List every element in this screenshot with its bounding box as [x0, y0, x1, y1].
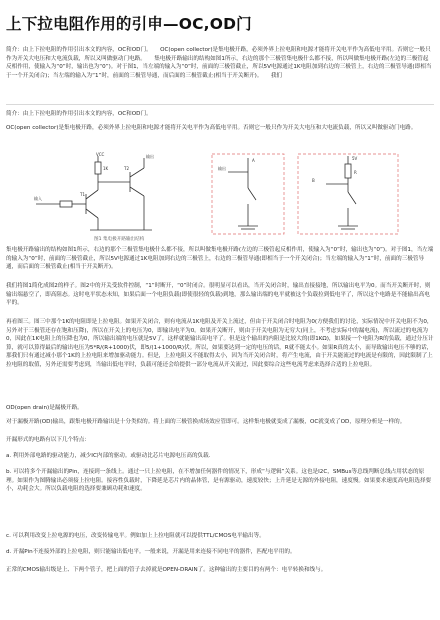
page-title: 上下拉电阻作用的引申—OC,OD门	[6, 15, 252, 33]
body-paragraph-1: 集电极开路输出的结构如图1所示，右边的那个三极管集电极什么都不接，所以叫做集电极开路(左边的三极管起反相作用，使输入为“0”时，输出也为“0”)。对于图1，当左端的输入为“0”时，前面的三极管截止，所以5V电源通过1K电阻加到右边的三极管上，右边的三极管导通(即相当于一个开关闭合)；当左端的输入为“1”时，前面的三极管导通，而后面的三极管截止(相当于开关断开)。	[6, 247, 434, 271]
label-t1: T1	[80, 192, 85, 197]
label-b: B	[312, 178, 315, 183]
panel-pullup	[298, 154, 398, 234]
closing-paragraph: 正常的CMOS输出级是上、下两个管子，把上面的管子去掉就是OPEN-DRAIN了。这种输出的主要目的有两个：电平转换和线与。	[6, 567, 327, 573]
panel-switch	[212, 154, 284, 234]
feature-a: a. 利用外部电路的驱动能力，减少IC内部的驱动。或驱动比芯片电源电压高的负载.	[6, 453, 211, 459]
label-output: 输出	[146, 154, 154, 159]
features-heading: 开漏形式的电路有以下几个特点：	[6, 437, 90, 443]
label-r: R	[354, 170, 357, 175]
panel-oc-circuit	[36, 156, 152, 230]
feature-d: d. 开漏Pin不连接外部的上拉电阻，则只能输出低电平。一般来说，开漏是用来连接不同电平的器件，匹配电平用的。	[6, 549, 296, 555]
feature-b: b. 可以将多个开漏输出的Pin，连接到一条线上。通过一只上拉电阻，在不增加任何器件的情况下，形成“与逻辑”关系。这也是I2C，SMBus等总线判断总线占用状态的原理。如果作为图腾输出必须接上拉电阻。接容性负载时，下降延是芯片内的晶体管，是有源驱动，速度较快；上升延是无源的外接电阻，速度慢。如果要求速度高电阻选择要小，功耗会大。所以负载电阻的选择要兼顾功耗和速度。	[6, 469, 432, 493]
body-paragraph-2: 我们将图1简化成图2的样子。图2中的开关受软件控制，“1”时断开，“0”时闭合。很明显可以看出，当开关闭合时，输出直接接地，所以输出电平为0。而当开关断开时，则输出端悬空了，即高阻态。这时电平状态未知，如果后面一个电阻负载(即使很轻的负载)到地，那么输出端的电平就被这个负载拉到低电平了，所以这个电路是不能输出高电平的。	[6, 283, 431, 307]
circuit-diagram	[30, 152, 410, 236]
od-intro: OD(open drain)是漏极开路。	[6, 405, 83, 411]
label-1k: 1K	[103, 166, 109, 171]
label-input: 输入	[34, 196, 42, 201]
divider	[6, 104, 434, 105]
label-t2: T2	[124, 166, 129, 171]
label-vcc: VCC	[96, 152, 105, 157]
body-paragraph-3: 再看图三。图三中那个1K的电阻即是上拉电阻。如果开关闭合，则有电流从1K电阻及开关上流过，但由于开关闭合时电阻为0(方便我们的讨论，实际情况中开关电阻不为0，另外对于三极管还存在饱和压降)，所以在开关上的电压为0，即输出电平为0。如果开关断开，则由于开关电阻为无穷大(同上，不考虑实际中的漏电流)，所以流过的电流为0，因此在1K电阻上的压降也为0，所以输出端的电压就是5V了，这样就能输出高电平了。但是这个输出的内阻是比较大的(即1KΩ)，如果接一个电阻为R的负载，通过分压计算，就可以算得最后的输出电压为5*R/(R+1000)伏，即5/(1+1000/R)伏。所以，如果要达到一定的电压的话，R就不能太小。如果R真的太小，而导致输出电压不够的话，那我们只有通过减小那个1K的上拉电阻来增加驱动能力。但是，上拉电阻又不能取得太小，因为当开关闭合时，将产生电流，由于开关能流过的电流是有限的，因此限制了上拉电阻的取值，另外还需要考虑到，当输出低电平时，负载可能还会给提供一部分电流从开关流过，因此要综合这些电流考虑来选择合适的上拉电阻。	[6, 319, 434, 368]
figure-caption: 图1 集电极开路输出结构	[94, 237, 145, 242]
intro-paragraph: 简介：由上下拉电阻的作用引出本文的内容，OC和OD门。 OC(open collector)是集电极开路，必须外界上拉电阻和电源才能将开关电平作为高低电平用。否则它一般只作为开关大电压和大电流负载，所以又叫做驱动门电路。 集电极开路输出的结构如图1所示，右边的那个三极管集电极什么都不接，所以叫做集电极开路(左边的三极管起反相作用，使输入为“0”时，输出也为“0”)。对于图1，当左端的输入为“0”时，前面的三极管截止，所以5V电源通过1K电阻加到右边的三极管上，右边的三极管导通(即相当于一个开关闭合)；当左端的输入为“1”时，前面的三极管导通，而后面的三极管截止(相当于开关断开)。 我们	[6, 47, 432, 79]
circuit-svg	[30, 152, 410, 236]
oc-intro-paragraph: OC(open collector)是集电极开路，必须外界上拉电阻和电源才能将开关电平作为高低电平用。否则它一般只作为开关大电压和大电流负载，所以又叫做驱动门电路。	[6, 125, 417, 131]
feature-c: c. 可以利用改变上拉电源的电压，改变传输电平。例如加上上拉电阻就可以提供TTL/CMOS电平输出等。	[6, 533, 265, 539]
summary-line: 简介：由上下拉电阻的作用引出本文的内容，OC和OD门。	[6, 111, 152, 117]
label-output-2: 输出	[218, 166, 226, 171]
label-a: A	[252, 158, 255, 163]
label-5v: 5V	[352, 156, 358, 161]
body-paragraph-4: 对于漏极开路(OD)输出，跟集电极开路输出是十分类似的。将上面的三极管换成场效应管即可。这样集电极就变成了漏极，OC就变成了OD，原理分析是一样的。	[6, 419, 406, 425]
